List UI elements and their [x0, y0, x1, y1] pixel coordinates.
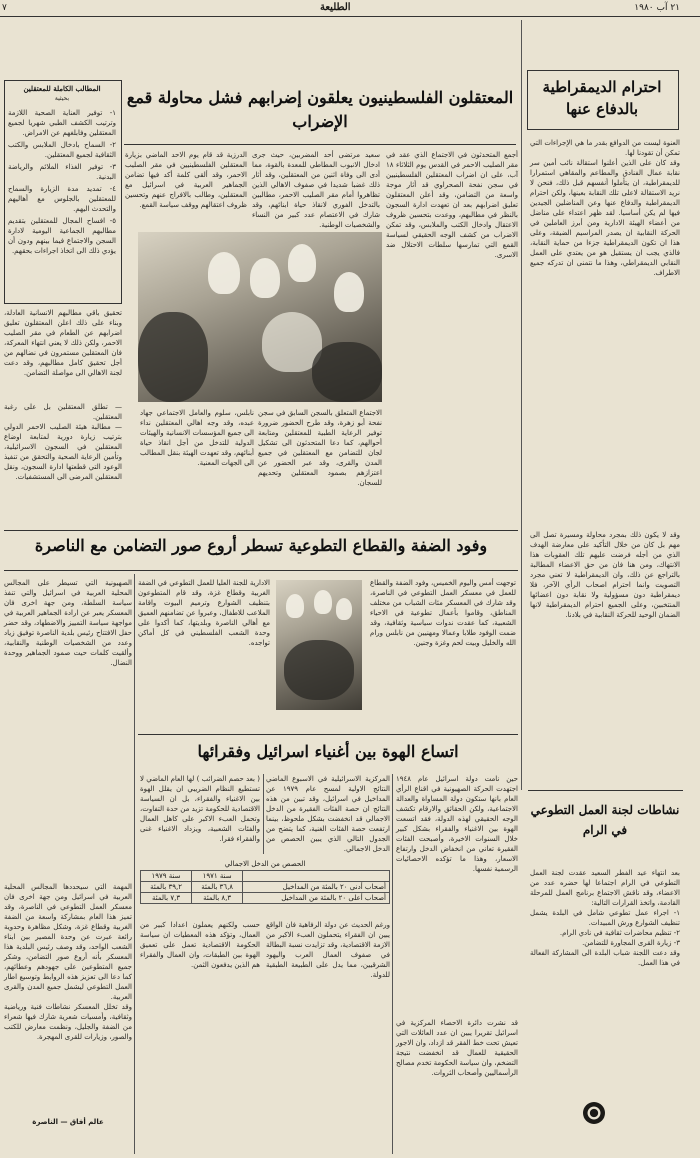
- table-cell: ٨,٣ بالمئة: [192, 893, 243, 904]
- masthead-rule: [0, 16, 700, 17]
- gap-top-rule: [138, 734, 518, 735]
- main-story-col-b: سعيد مرتضى أحد المضربين، حيث جرى ادخال الانبوب المطاطي للمعدة بالقوة، مما أدى الى وفاة اثنين من المعتقلين، وقد أثار ذلك غضبا شديدا في صفوف الاهالي الذين تظاهروا أمام مقر الصليب الاحمر، مطالبين بالتدخل الفوري لانقاذ حياة ابنائهم، وقد شارك في الاعتصام عدد كبير من النساء والشخصيات الوطنية.: [249, 151, 380, 229]
- delegations-col-c: الصهيونية التي تسيطر على المجالس المحلية العربية في اسرائيل والتي تنفذ سياسة السلطة، ومن جهة اخرى فان المعسكر يعبر عن ارادة الجماهير العربية في مواجهة سياسة التمييز والاضطهاد، وقد حضر حفل الافتتاح رئيس بلدية الناصرة توفيق زياد وعدد من الشخصيات الوطنية والنقابية، وألقيت كلمات حيت صمود الجماهير ووحدة النضال.: [1, 579, 132, 667]
- main-story-col-c: الدرزية قد قام يوم الاحد الماضي بزيارة المعتقلين الفلسطينيين في مقر الصليب الاحمر، وقد ألقى كلمة أكد فيها تضامن الجماهير العربية في اسرائيل مع المعتقلين، وطالب بالافراج عنهم وتحسين ظروف اعتقالهم ووقف سياسة القمع.: [122, 151, 247, 209]
- demands-title: المطالب الكاملة للمعتقلين: [23, 84, 101, 93]
- delegations-col-a: توجهت أمس واليوم الخميس، وفود الضفة والقطاع للعمل في معسكر العمل التطوعي في الناصرة، وقد شارك في المعسكر مئات الشباب من مختلف المناطق، وقاموا بأعمال تطوعية في الاحياء الشعبية، كما عقدت ندوات سياسية وثقافية، وقد ضمت الوفود طلابا وعمالا ومهنيين من نابلس ورام الله والخليل وبيت لحم وغزة وجنين.: [367, 579, 516, 647]
- table-cell: ٣٩,٢ بالمئة: [141, 882, 192, 893]
- main-headline: المعتقلون الفلسطينيون يعلقون إضرابهم فشل محاولة قمع الإضراب: [126, 88, 514, 131]
- gap-headline: اتساع الهوة بين أغنياء اسرائيل وفقرائها: [197, 742, 459, 761]
- demand-item: ٤- تمديد مدة الزيارة والسماح للمعتقلين بالجلوس مع أهاليهم والتحدث اليهم.: [5, 185, 116, 213]
- activities-top-rule: [528, 790, 683, 791]
- table-row: [141, 893, 390, 904]
- gap-lower-c: حسب ولكنهم يعملون اعدادا كبير من العمال، وتؤكد هذه المعطيات ان سياسة الحكومة الاقتصادية تعمل على تعميق الهوة بين الطبقات، وان العمال والفقراء هم الذين يدفعون الثمن.: [137, 921, 260, 969]
- activities-body: بعد انتهاء عيد الفطر السعيد عقدت لجنة العمل التطوعي في الرام اجتماعا لها حضره عدد من الاعضاء، وقد ناقش الاجتماع برنامج العمل للمرحلة القادمة، واتخذ القرارات التالية: ١- اجراء عمل تطوعي شامل في البلدة يشمل تنظيف الشوارع ورش المبيدات. ٢- تنظيم محاضرات ثقافية في نادي الرام. ٣- زيارة القرى المجاورة للتضامن. وقد دعت اللجنة شباب البلدة الى المشاركة الفعالة في هذا العمل.: [530, 869, 680, 967]
- table-row-label: أصحاب أعلى ٢٠ بالمئة من المداخيل: [243, 893, 390, 904]
- table-row-label: أصحاب أدنى ٢٠ بالمئة من المداخيل: [243, 882, 390, 893]
- delegations-headline: وفود الضفة والقطاع التطوعية تسطر أروع صور التضامن مع الناصرة: [34, 536, 488, 555]
- masthead-page-number: ٧: [2, 3, 7, 13]
- delegations-bottom-rule: [4, 570, 518, 571]
- income-table-title: الحصص من الدخل الاجمالي: [224, 860, 306, 868]
- income-table-wrap: [140, 860, 390, 904]
- demand-item: ١- توفير العناية الصحية اللازمة وترتيب الكشف الطبي شهريا لجميع المعتقلين وفابلغهم عن الامراض.: [5, 109, 116, 137]
- delegations-photo: [276, 580, 362, 710]
- gap-col-a: حين نامت دولة اسرائيل عام ١٩٤٨ اجتهدت الحركة الصهيونية في اقناع الرأي العام بانها ستكون دولة المساواة والعدالة الاجتماعية، ولكن الحقائق والارقام تكشف الوجه الحقيقي لهذه الدولة، فقد اتسعت الهوة بين الاغنياء والفقراء بشكل كبير خلال السنوات الاخيرة، وأصبحت الفئات الفقيرة تعاني من انخفاض الدخل وارتفاع الاسعار، وهذا ما تؤكده الاحصائيات الرسمية نفسها.: [393, 775, 518, 873]
- delegations-top-rule: [4, 530, 518, 531]
- main-photo: [138, 232, 382, 402]
- editorial-body-1: العنوة ليست من الدوافع بقدر ما هي الإجراءات التي تمكن أن تقودنا لها. وقد كان على الذين أعلنوا استقالة نائب أمين سر نقابة عمال الفنادق والمطاعم والمقاهي استمرارا للديمقراطية، ان يتأملوا أنفسهم قبل ذلك، فنحن لا نريد الاستقالة لاعلى تلك النقابة بعينها، ولكن احترام الديمقراطية والدفاع عنها وعن المناضلين الجيدين فيها لم يكن أساسيا. لقد ظهر اعتداء على مناضل من أعضاء الهيئة الادارية ومن أبرز العاملين في الحركة النقابية ان يصدر المراسيم الضيقة، وعلى هذا ان تكون الديمقراطية جزءا من حماية النقابة، فالذي يجب ان يستقيل هو من يعتدي على العمل النقابي الديمقراطي، وهذا ما نتمنى ان تدركه جميع الاطراف.: [530, 139, 680, 277]
- table-year-header: سنة ١٩٧١: [192, 871, 243, 882]
- gap-col-b: المركزية الاسرائيلية في الاسبوع الماضي النتائج الاولية لمسح عام ١٩٧٩ عن المداخيل في اسرائيل، وقد تبين من هذه النتائج ان حصة الفئات الفقيرة من الدخل الاجمالي قد انخفضت بشكل ملحوظ، بينما ارتفعت حصة الفئات الغنية، كما يتضح من الجدول التالي الذي يبين الحصص من الدخل الاجمالي.: [263, 775, 390, 853]
- table-cell: ٧,٣ بالمئة: [141, 893, 192, 904]
- far-left-byline: عالم أفاق — الناصرة: [32, 1118, 104, 1126]
- table-year-header: سنة ١٩٧٩: [141, 871, 192, 882]
- right-column-divider: [521, 20, 522, 790]
- ornament-icon: [583, 1102, 605, 1124]
- masthead: [0, 0, 700, 16]
- center-divider: [263, 774, 264, 854]
- table-row: [141, 882, 390, 893]
- main-story-lower-a: الاجتماع المتعلق بالسجن السابق في سجن نفحة أبو زهرة، وقد طرح الحضور ضرورة توفير الرعاية الطبية للمعتقلين ومتابعة أحوالهم، كما دعا المتحدثون الى تشكيل لجان للتضامن مع المعتقلين في جميع المدن والقرى، وقد عبر الحضور عن اعتزازهم بصمود المعتقلين وتحديهم للسجان.: [255, 409, 382, 487]
- gap-lower-a: قد نشرت دائرة الاحصاء المركزية في اسرائيل تقريرا يبين ان عدد العائلات التي تعيش تحت خط الفقر قد ازداد، وان الاجور الحقيقية للعمال قد انخفضت نتيجة التضخم، وان سياسة الحكومة تخدم مصالح الرأسماليين وأصحاب الثروات.: [393, 1019, 518, 1077]
- demands-subtitle: بحيثية: [54, 95, 70, 102]
- far-left-story: المهمة التي سيحددها المجالس المحلية العربية في اسرائيل ومن جهة اخرى فان معسكر العمل التطوعي في الناصرة، وقد تميز هذا العام بمشاركة واسعة من الضفة الغربية وقطاع غزة، وشكل مظاهرة وحدوية رائعة عبرت عن وحدة المصير بين ابناء الشعب الواحد، وقد وصف رئيس البلدية هذا المعسكر بأنه أروع صور التضامن، وشكر جميع المتطوعين على جهودهم وعطائهم، كما دعا الى تعزيز هذه الروابط وتوسيع اطار العمل التطوعي ليشمل جميع المدن والقرى العربية. وقد تخلل المعسكر نشاطات فنية ورياضية وثقافية، وأمسيات شعرية شارك فيها شعراء من الضفة والجليل، ونظمت معارض للكتب والصور، وزيارات للقرى المهجرة.: [4, 883, 132, 1041]
- table-cell: ٣٦,٨ بالمئة: [192, 882, 243, 893]
- center-divider: [392, 774, 393, 1154]
- demand-item: ٢- السماح بادخال الملابس والكتب الثقافية لجميع المعتقلين.: [5, 141, 116, 159]
- gap-col-c: ( بعد حصم الضرائب ) لها العام الماضي لا تستطيع النظام الضريبي ان يقلل الهوة بين الاغنياء والفقراء، بل ان السياسة الاقتصادية للحكومة تزيد من حدة التفاوت، وتحمل العبء الاكبر على كاهل العمال والفئات الشعبية، ويزداد الاغنياء غنى والفقراء فقرا.: [137, 775, 260, 843]
- masthead-date: ٢١ آب ١٩٨٠: [634, 3, 680, 13]
- main-story-lower-b: نابلس، سلوم والعامل الاجتماعي جهاد عبده، وقد وجه اهالي المعتقلين نداء الى جميع المؤسسات الانسانية والهيئات الدولية للتدخل من أجل انقاذ حياة أبنائهم، وقد تعهدت الهيئة بنقل المطالب الى الجهات المعنية.: [137, 409, 254, 467]
- left-column-1: تحقيق باقي مطالبهم الانسانية العادلة، وبناء على ذلك اعلن المعتقلون تعليق اضرابهم عن الطعام في مقر الصليب الاحمر، ولكن ذلك لا يعني انتهاء المعركة، فان المعتقلين مستمرون في نضالهم من أجل تحقيق كامل مطالبهم، وقد دعت لجنة الاهالي الى مواصلة التضامن.: [1, 309, 122, 377]
- left-column-2: — تطلق المعتقلين بل على رغبة المعتقلين. — مطالبة هيئة الصليب الاحمر الدولي بترتيب زيارة دورية لمتابعة اوضاع المعتقلين في السجون الاسرائيلية، وتأمين الرعاية الصحية والتحقق من تنفيذ الوعود التي قطعتها ادارة السجون، ونقل المعتقلين المرضى الى المستشفيات.: [4, 403, 122, 481]
- main-story-col-a: أجمع المتحدثون في الاجتماع الذي عقد في مقر الصليب الاحمر في القدس يوم الثلاثاء ١٨ آب، على ان اضراب المعتقلين الفلسطينيين في سجن نفحة الصحراوي قد أثار موجة واسعة من التضامن، وقد أعلن المعتقلون تعليق اضرابهم بعد ان تعهدت ادارة السجون بالنظر في مطالبهم، ووعدت بتحسين ظروف الاعتقال وادخال الكتب والملابس، وقد تمكن الاضراب من كشف الوجه الحقيقي لسياسة القمع التي تمارسها سلطات الاحتلال ضد الاسرى.: [383, 151, 518, 259]
- editorial-headline: احترام الديمقراطية بالدفاع عنها: [542, 78, 662, 118]
- delegations-col-b: الادارية للجنة العليا للعمل التطوعي في الضفة الغربية وقطاع غزة، وقد قام المتطوعون بتنظيف الشوارع وترميم البيوت واقامة الملاعب للاطفال، وعبروا عن تضامنهم العميق مع أهالي الناصرة وبلديتها، كما أكدوا على وحدة الشعب الفلسطيني في كل أماكن تواجده.: [135, 579, 270, 647]
- left-story-divider: [134, 574, 135, 1154]
- masthead-publication: الطليعة: [320, 2, 351, 13]
- demands-list: [5, 108, 116, 256]
- editorial-body-2: وقد لا يكون ذلك بمجرد محاولة ومسيرة تصل الى مهم بل كان من خلال التأكيد على معارضة الهدف الذي من أجله فرضت عليهم تلك العقوبات هذا الانتهاك، ومن هنا فان من حق الاعضاء المطالبة بالتراجع عن ذلك، وان الديمقراطية لا تعني مجرد التصويت وانما احترام اصحاب الرأي الآخر، فلا ديمقراطية دون مسؤولية ولا نقابة دون اعضائها المنتخبين، وعلى الجميع احترام الديمقراطية لانها الضمان الوحيد للحركة النقابية في بلادنا.: [527, 531, 680, 619]
- main-headline-rule: [124, 144, 516, 145]
- demand-item: ٣- توفير الغذاء الملائم والرياضة البدنية.: [5, 163, 116, 181]
- income-table: [140, 870, 390, 904]
- gap-lower-b: ورغم الحديث عن دولة الرفاهية فان الواقع يبين ان الفقراء يتحملون العبء الاكبر من الازمة الاقتصادية، وقد تزايدت نسبة البطالة في صفوف العمال العرب واليهود الشرقيين، مما يدل على الطبيعة الطبقية للدولة.: [263, 921, 390, 979]
- demand-item: ٥- افساح المجال للمعتقلين بتقديم مطالبهم الجماعية اليومية لادارة السجن والاجتماع فيما بينهم ودون أن يؤدي ذلك الى اتخاذ اجراءات بحقهم.: [5, 217, 116, 255]
- activities-headline: نشاطات لجنة العمل التطوعي في الرام: [530, 803, 680, 837]
